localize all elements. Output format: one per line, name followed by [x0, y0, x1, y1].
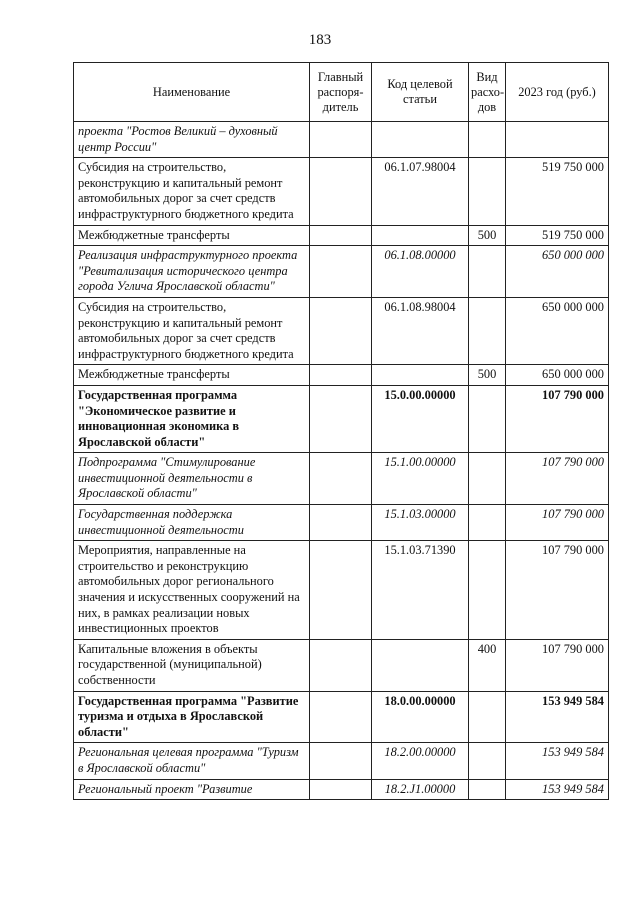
cell-expense-type: 500: [469, 365, 506, 386]
cell-name: Региональный проект "Развитие: [74, 779, 310, 800]
cell-amount: 107 790 000: [506, 541, 609, 640]
cell-target-code: 15.1.03.71390: [372, 541, 469, 640]
table-row: [74, 246, 609, 298]
cell-amount: 107 790 000: [506, 639, 609, 691]
cell-amount: 650 000 000: [506, 365, 609, 386]
cell-name: Субсидия на строительство, реконструкцию и капитальный ремонт автомобильных дорог за счет средств инфраструктурного бюджетного кредита: [74, 297, 310, 364]
table-row: [74, 691, 609, 743]
cell-target-code: 18.2.00.00000: [372, 743, 469, 779]
cell-expense-type: [469, 453, 506, 505]
cell-amount: 650 000 000: [506, 297, 609, 364]
header-year: 2023 год (руб.): [506, 63, 609, 122]
cell-amount: 519 750 000: [506, 158, 609, 225]
cell-main-manager: [310, 158, 372, 225]
cell-target-code: 18.0.00.00000: [372, 691, 469, 743]
cell-main-manager: [310, 297, 372, 364]
cell-name: Государственная программа "Развитие туризма и отдыха в Ярославской области": [74, 691, 310, 743]
cell-amount: 107 790 000: [506, 453, 609, 505]
cell-target-code: 15.0.00.00000: [372, 385, 469, 452]
cell-main-manager: [310, 385, 372, 452]
cell-expense-type: [469, 122, 506, 158]
cell-main-manager: [310, 541, 372, 640]
cell-main-manager: [310, 225, 372, 246]
cell-target-code: 15.1.03.00000: [372, 505, 469, 541]
cell-expense-type: [469, 541, 506, 640]
header-name: Наименование: [74, 63, 310, 122]
cell-name: Субсидия на строительство, реконструкцию и капитальный ремонт автомобильных дорог за счет средств инфраструктурного бюджетного кредита: [74, 158, 310, 225]
page-number: 183: [308, 32, 332, 48]
cell-main-manager: [310, 639, 372, 691]
header-target-code: Код целевой статьи: [372, 63, 469, 122]
cell-name: Региональная целевая программа "Туризм в Ярославской области": [74, 743, 310, 779]
cell-expense-type: [469, 297, 506, 364]
cell-expense-type: [469, 691, 506, 743]
cell-name: Подпрограмма "Стимулирование инвестиционной деятельности в Ярославской области": [74, 453, 310, 505]
cell-amount: 519 750 000: [506, 225, 609, 246]
cell-name: Государственная поддержка инвестиционной деятельности: [74, 505, 310, 541]
cell-amount: 650 000 000: [506, 246, 609, 298]
cell-amount: [506, 122, 609, 158]
cell-target-code: [372, 639, 469, 691]
cell-expense-type: [469, 505, 506, 541]
table-row: [74, 541, 609, 640]
cell-expense-type: [469, 385, 506, 452]
table-row: [74, 779, 609, 800]
table-row: [74, 453, 609, 505]
cell-expense-type: [469, 779, 506, 800]
table-row: [74, 385, 609, 452]
table-row: [74, 122, 609, 158]
cell-name: Реализация инфраструктурного проекта "Ревитализация исторического центра города Углича Ярославской области": [74, 246, 310, 298]
cell-amount: 107 790 000: [506, 505, 609, 541]
cell-main-manager: [310, 779, 372, 800]
table-header-row: [74, 63, 609, 122]
cell-name: Капитальные вложения в объекты государственной (муниципальной) собственности: [74, 639, 310, 691]
cell-expense-type: 500: [469, 225, 506, 246]
cell-expense-type: [469, 743, 506, 779]
table-row: [74, 505, 609, 541]
cell-main-manager: [310, 122, 372, 158]
cell-name: Межбюджетные трансферты: [74, 225, 310, 246]
cell-expense-type: 400: [469, 639, 506, 691]
header-expense-type: Вид расхо-дов: [469, 63, 506, 122]
cell-target-code: 15.1.00.00000: [372, 453, 469, 505]
cell-name: Мероприятия, направленные на строительство и реконструкцию автомобильных дорог регионального значения и искусственных сооружений на них, в рамках реализации новых инвестиционных проектов: [74, 541, 310, 640]
table-row: [74, 158, 609, 225]
cell-main-manager: [310, 365, 372, 386]
table-row: [74, 225, 609, 246]
cell-target-code: 06.1.07.98004: [372, 158, 469, 225]
table-row: [74, 639, 609, 691]
cell-target-code: 06.1.08.00000: [372, 246, 469, 298]
cell-target-code: [372, 225, 469, 246]
cell-amount: 153 949 584: [506, 779, 609, 800]
cell-name: Государственная программа "Экономическое развитие и инновационная экономика в Ярославской области": [74, 385, 310, 452]
header-main-manager: Главный распоря-дитель: [310, 63, 372, 122]
table-row: [74, 743, 609, 779]
cell-name: проекта "Ростов Великий – духовный центр России": [74, 122, 310, 158]
cell-main-manager: [310, 505, 372, 541]
cell-expense-type: [469, 246, 506, 298]
table-row: [74, 365, 609, 386]
cell-main-manager: [310, 743, 372, 779]
cell-expense-type: [469, 158, 506, 225]
cell-target-code: 18.2.J1.00000: [372, 779, 469, 800]
cell-amount: 153 949 584: [506, 691, 609, 743]
cell-target-code: 06.1.08.98004: [372, 297, 469, 364]
cell-main-manager: [310, 246, 372, 298]
cell-target-code: [372, 365, 469, 386]
cell-amount: 107 790 000: [506, 385, 609, 452]
cell-main-manager: [310, 453, 372, 505]
cell-name: Межбюджетные трансферты: [74, 365, 310, 386]
cell-target-code: [372, 122, 469, 158]
table-row: [74, 297, 609, 364]
cell-amount: 153 949 584: [506, 743, 609, 779]
budget-table: [73, 62, 609, 800]
cell-main-manager: [310, 691, 372, 743]
